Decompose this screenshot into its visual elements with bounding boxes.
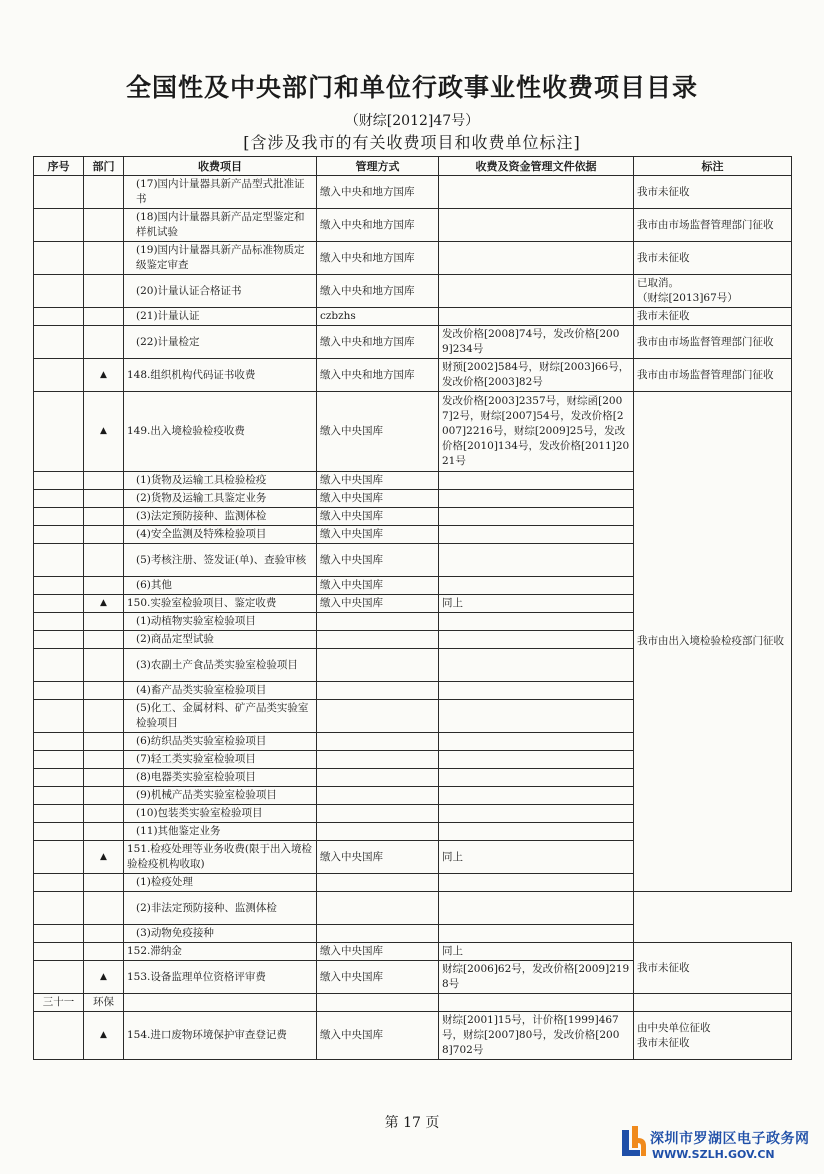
mgmt-cell: 缴入中央国库 xyxy=(317,544,439,577)
table-row xyxy=(34,1012,792,1060)
table-row xyxy=(34,359,792,392)
item-cell: (6)其他 xyxy=(124,577,317,595)
mgmt-cell: 缴入中央和地方国库 xyxy=(317,176,439,209)
mgmt-cell: 缴入中央国库 xyxy=(317,508,439,526)
item-cell: (11)其他鉴定业务 xyxy=(124,823,317,841)
col-header-dept: 部门 xyxy=(84,157,124,176)
note-cell: 已取消。 （财综[2013]67号） xyxy=(634,275,792,308)
item-cell: (1)动植物实验室检验项目 xyxy=(124,613,317,631)
basis-cell: 同上 xyxy=(439,595,634,613)
item-cell: (22)计量检定 xyxy=(124,326,317,359)
basis-cell: 发改价格[2008]74号，发改价格[2009]234号 xyxy=(439,326,634,359)
mgmt-cell: 缴入中央国库 xyxy=(317,472,439,490)
mgmt-cell: 缴入中央和地方国库 xyxy=(317,242,439,275)
page-number: 第 17 页 xyxy=(384,1115,440,1131)
table-row xyxy=(34,392,792,472)
mgmt-cell: 缴入中央和地方国库 xyxy=(317,275,439,308)
note-cell: 我市未征收 xyxy=(634,176,792,209)
item-cell: (3)法定预防接种、监测体检 xyxy=(124,508,317,526)
mgmt-cell: 缴入中央国库 xyxy=(317,526,439,544)
table-row xyxy=(34,326,792,359)
triangle-marker-icon: ▲ xyxy=(84,961,124,994)
item-cell: (2)商品定型试验 xyxy=(124,631,317,649)
table-row xyxy=(34,308,792,326)
col-header-item: 收费项目 xyxy=(124,157,317,176)
page-title: 全国性及中央部门和单位行政事业性收费项目目录 xyxy=(125,73,698,102)
lh-logo-icon xyxy=(620,1124,648,1160)
item-cell: (20)计量认证合格证书 xyxy=(124,275,317,308)
item-cell: (5)考核注册、签发证(单)、查验审核 xyxy=(124,544,317,577)
item-cell: (3)农副土产食品类实验室检验项目 xyxy=(124,649,317,682)
item-cell: (10)包装类实验室检验项目 xyxy=(124,805,317,823)
note-cell: 我市未征收 xyxy=(634,242,792,275)
item-cell: (2)货物及运输工具鉴定业务 xyxy=(124,490,317,508)
item-cell: 151.检疫处理等业务收费(限于出入境检验检疫机构收取) xyxy=(124,841,317,874)
brand-url: WWW.SZLH.GOV.CN xyxy=(652,1148,775,1161)
col-header-note: 标注 xyxy=(634,157,792,176)
item-cell: 150.实验室检验项目、鉴定收费 xyxy=(124,595,317,613)
item-cell: (18)国内计量器具新产品定型鉴定和样机试验 xyxy=(124,209,317,242)
item-cell: (3)动物免疫接种 xyxy=(124,925,317,943)
item-cell: (5)化工、金属材料、矿产品类实验室检验项目 xyxy=(124,700,317,733)
fee-table xyxy=(33,156,792,1060)
item-cell: (19)国内计量器具新产品标准物质定级鉴定审查 xyxy=(124,242,317,275)
table-header-row xyxy=(34,157,792,176)
table-row xyxy=(34,892,792,925)
item-cell: 149.出入境检验检疫收费 xyxy=(124,392,317,472)
section-row xyxy=(34,994,792,1012)
table-row xyxy=(34,242,792,275)
mgmt-cell: 缴入中央国库 xyxy=(317,392,439,472)
basis-cell: 财综[2001]15号，计价格[1999]467号，财综[2007]80号，发改价格[2008]702号 xyxy=(439,1012,634,1060)
basis-cell: 财预[2002]584号，财综[2003]66号，发改价格[2003]82号 xyxy=(439,359,634,392)
item-cell: 153.设备监理单位资格评审费 xyxy=(124,961,317,994)
col-header-mgmt: 管理方式 xyxy=(317,157,439,176)
table-row xyxy=(34,176,792,209)
brand-name: 深圳市罗湖区电子政务网 xyxy=(650,1131,810,1147)
mgmt-cell: 缴入中央国库 xyxy=(317,490,439,508)
item-cell: 152.滞纳金 xyxy=(124,943,317,961)
mgmt-cell: 缴入中央国库 xyxy=(317,961,439,994)
item-cell: (4)安全监测及特殊检验项目 xyxy=(124,526,317,544)
col-header-basis: 收费及资金管理文件依据 xyxy=(439,157,634,176)
mgmt-cell: 缴入中央国库 xyxy=(317,1012,439,1060)
item-cell: (7)轻工类实验室检验项目 xyxy=(124,751,317,769)
item-cell: (8)电器类实验室检验项目 xyxy=(124,769,317,787)
triangle-marker-icon: ▲ xyxy=(84,595,124,613)
section-dept: 环保 xyxy=(84,994,124,1012)
note-cell: 我市由市场监督管理部门征收 xyxy=(634,326,792,359)
mgmt-cell: czbzhs xyxy=(317,308,439,326)
note-cell: 我市未征收 xyxy=(634,308,792,326)
col-header-seq: 序号 xyxy=(34,157,84,176)
item-cell: (6)纺织品类实验室检验项目 xyxy=(124,733,317,751)
triangle-marker-icon: ▲ xyxy=(84,841,124,874)
item-cell: (1)货物及运输工具检验检疫 xyxy=(124,472,317,490)
item-cell: (2)非法定预防接种、监测体检 xyxy=(124,892,317,925)
basis-cell: 发改价格[2003]2357号，财综函[2007]2号，财综[2007]54号，发改价格[2007]2216号，财综[2009]25号，发改价格[2010]134号，发改价格[2011]2021号 xyxy=(439,392,634,472)
table-row xyxy=(34,943,792,961)
group-note-cell: 我市未征收 xyxy=(634,943,792,994)
mgmt-cell: 缴入中央国库 xyxy=(317,841,439,874)
table-row xyxy=(34,925,792,943)
triangle-marker-icon: ▲ xyxy=(84,359,124,392)
mgmt-cell: 缴入中央和地方国库 xyxy=(317,326,439,359)
annotation-note: [含涉及我市的有关收费项目和收费单位标注] xyxy=(243,133,581,152)
mgmt-cell: 缴入中央和地方国库 xyxy=(317,359,439,392)
group-note-cell: 我市由出入境检验检疫部门征收 xyxy=(634,392,792,892)
table-row xyxy=(34,275,792,308)
item-cell: 148.组织机构代码证书收费 xyxy=(124,359,317,392)
item-cell: 154.进口废物环境保护审查登记费 xyxy=(124,1012,317,1060)
basis-cell: 同上 xyxy=(439,841,634,874)
note-cell: 我市由市场监督管理部门征收 xyxy=(634,209,792,242)
table-row xyxy=(34,209,792,242)
triangle-marker-icon: ▲ xyxy=(84,1012,124,1060)
document-number: （财综[2012]47号） xyxy=(344,113,480,129)
triangle-marker-icon: ▲ xyxy=(84,392,124,472)
item-cell: (4)畜产品类实验室检验项目 xyxy=(124,682,317,700)
item-cell: (21)计量认证 xyxy=(124,308,317,326)
brand-watermark xyxy=(620,1122,820,1166)
mgmt-cell: 缴入中央和地方国库 xyxy=(317,209,439,242)
basis-cell: 同上 xyxy=(439,943,634,961)
mgmt-cell: 缴入中央国库 xyxy=(317,577,439,595)
section-seq: 三十一 xyxy=(34,994,84,1012)
item-cell: (17)国内计量器具新产品型式批准证书 xyxy=(124,176,317,209)
item-cell: (9)机械产品类实验室检验项目 xyxy=(124,787,317,805)
mgmt-cell: 缴入中央国库 xyxy=(317,943,439,961)
note-cell: 我市由市场监督管理部门征收 xyxy=(634,359,792,392)
mgmt-cell: 缴入中央国库 xyxy=(317,595,439,613)
note-cell: 由中央单位征收 我市未征收 xyxy=(634,1012,792,1060)
basis-cell: 财综[2006]62号，发改价格[2009]2198号 xyxy=(439,961,634,994)
item-cell: (1)检疫处理 xyxy=(124,874,317,892)
